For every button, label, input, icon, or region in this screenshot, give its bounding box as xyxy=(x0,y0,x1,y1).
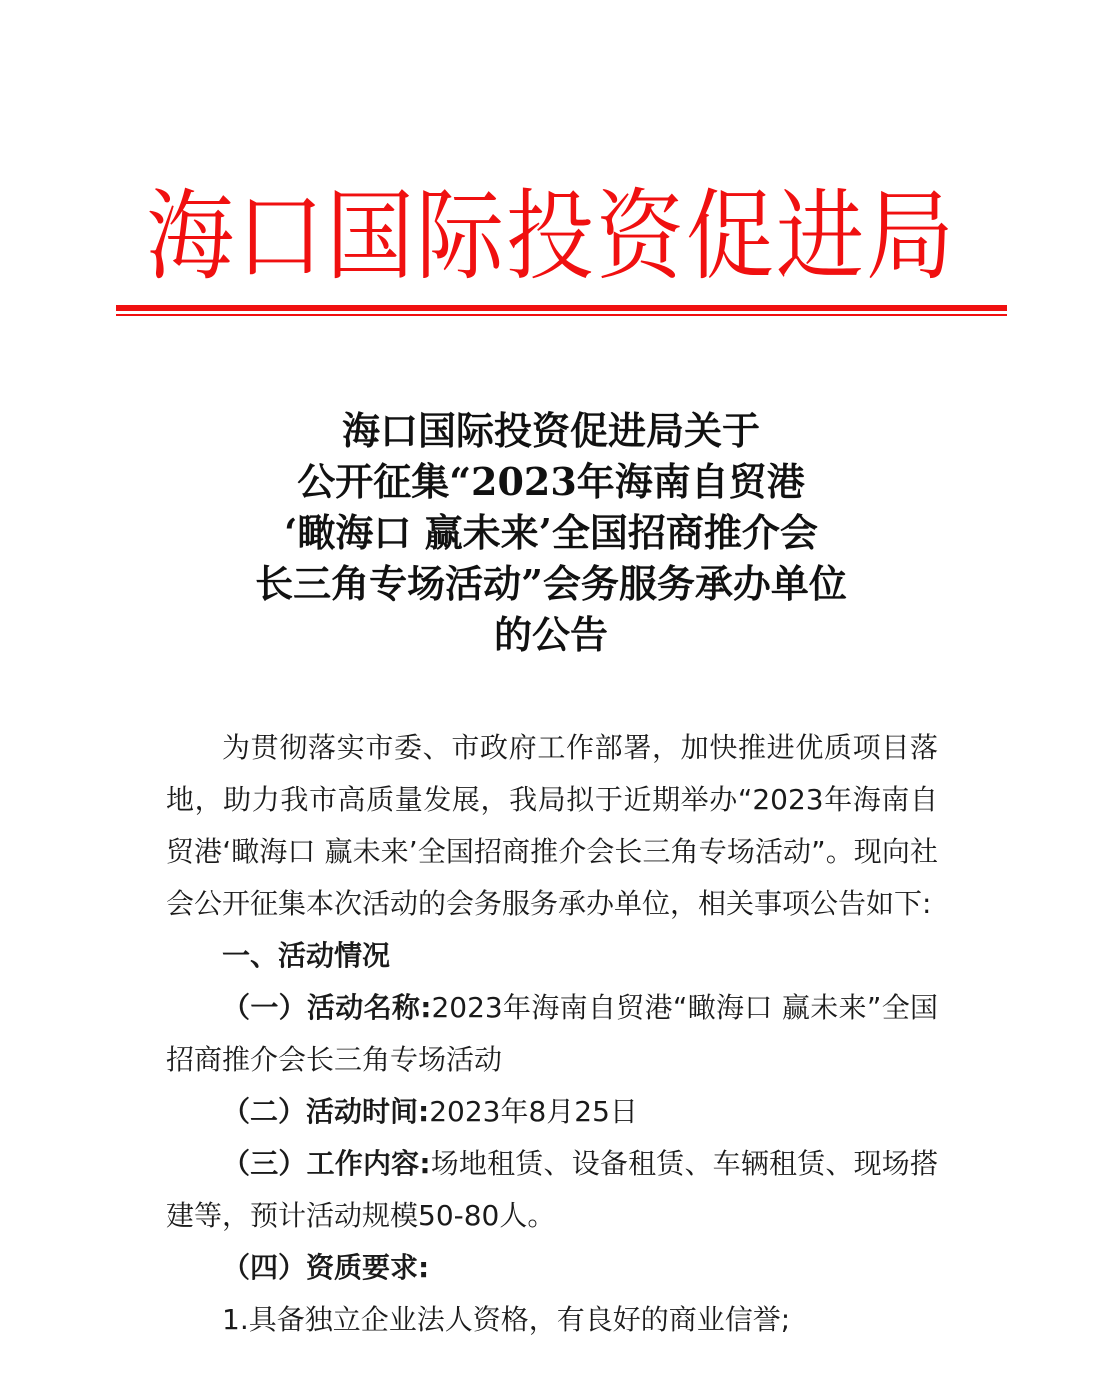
item-label: （四）资质要求: xyxy=(222,1251,430,1284)
work-content-item xyxy=(166,1138,938,1242)
activity-name-item xyxy=(166,982,938,1086)
document-title xyxy=(0,405,1102,660)
title-line: 海口国际投资促进局关于 xyxy=(341,408,760,453)
item-value: 场地租赁、设备租赁、车辆租赁、现场搭建等，预计活动规模50-80人。 xyxy=(166,1147,938,1232)
title-line: 公开征集“2023年海南自贸港 xyxy=(297,459,805,504)
title-line: 长三角专场活动”会务服务承办单位 xyxy=(255,561,847,606)
item-value: 2023年8月25日 xyxy=(429,1095,638,1128)
requirement-item: 1.具备独立企业法人资格，有良好的商业信誉; xyxy=(222,1303,791,1336)
title-line: 的公告 xyxy=(493,612,608,657)
qualification-item xyxy=(166,1242,938,1294)
red-rule-thin xyxy=(116,314,1007,316)
item-label: （三）工作内容: xyxy=(222,1147,431,1180)
title-line: ‘瞰海口 赢未来’全国招商推介会 xyxy=(284,510,818,555)
intro-paragraph: 为贯彻落实市委、市政府工作部署，加快推进优质项目落地，助力我市高质量发展，我局拟于近期举办“2023年海南自贸港‘瞰海口 赢未来’全国招商推介会长三角专场活动”。现向社会公开征集本次活动的会务服务承办单位，相关事项公告如下: xyxy=(166,731,938,920)
item-value: 2023年海南自贸港“瞰海口 赢未来”全国招商推介会长三角专场活动 xyxy=(166,991,939,1076)
item-label: （二）活动时间: xyxy=(222,1095,430,1128)
item-label: （一）活动名称: xyxy=(222,991,432,1024)
activity-time-item xyxy=(166,1086,938,1138)
section-heading: 一、活动情况 xyxy=(222,939,391,972)
document-body xyxy=(166,722,938,1346)
agency-name: 海口国际投资促进局 xyxy=(145,178,956,294)
red-rule-thick xyxy=(116,305,1007,311)
